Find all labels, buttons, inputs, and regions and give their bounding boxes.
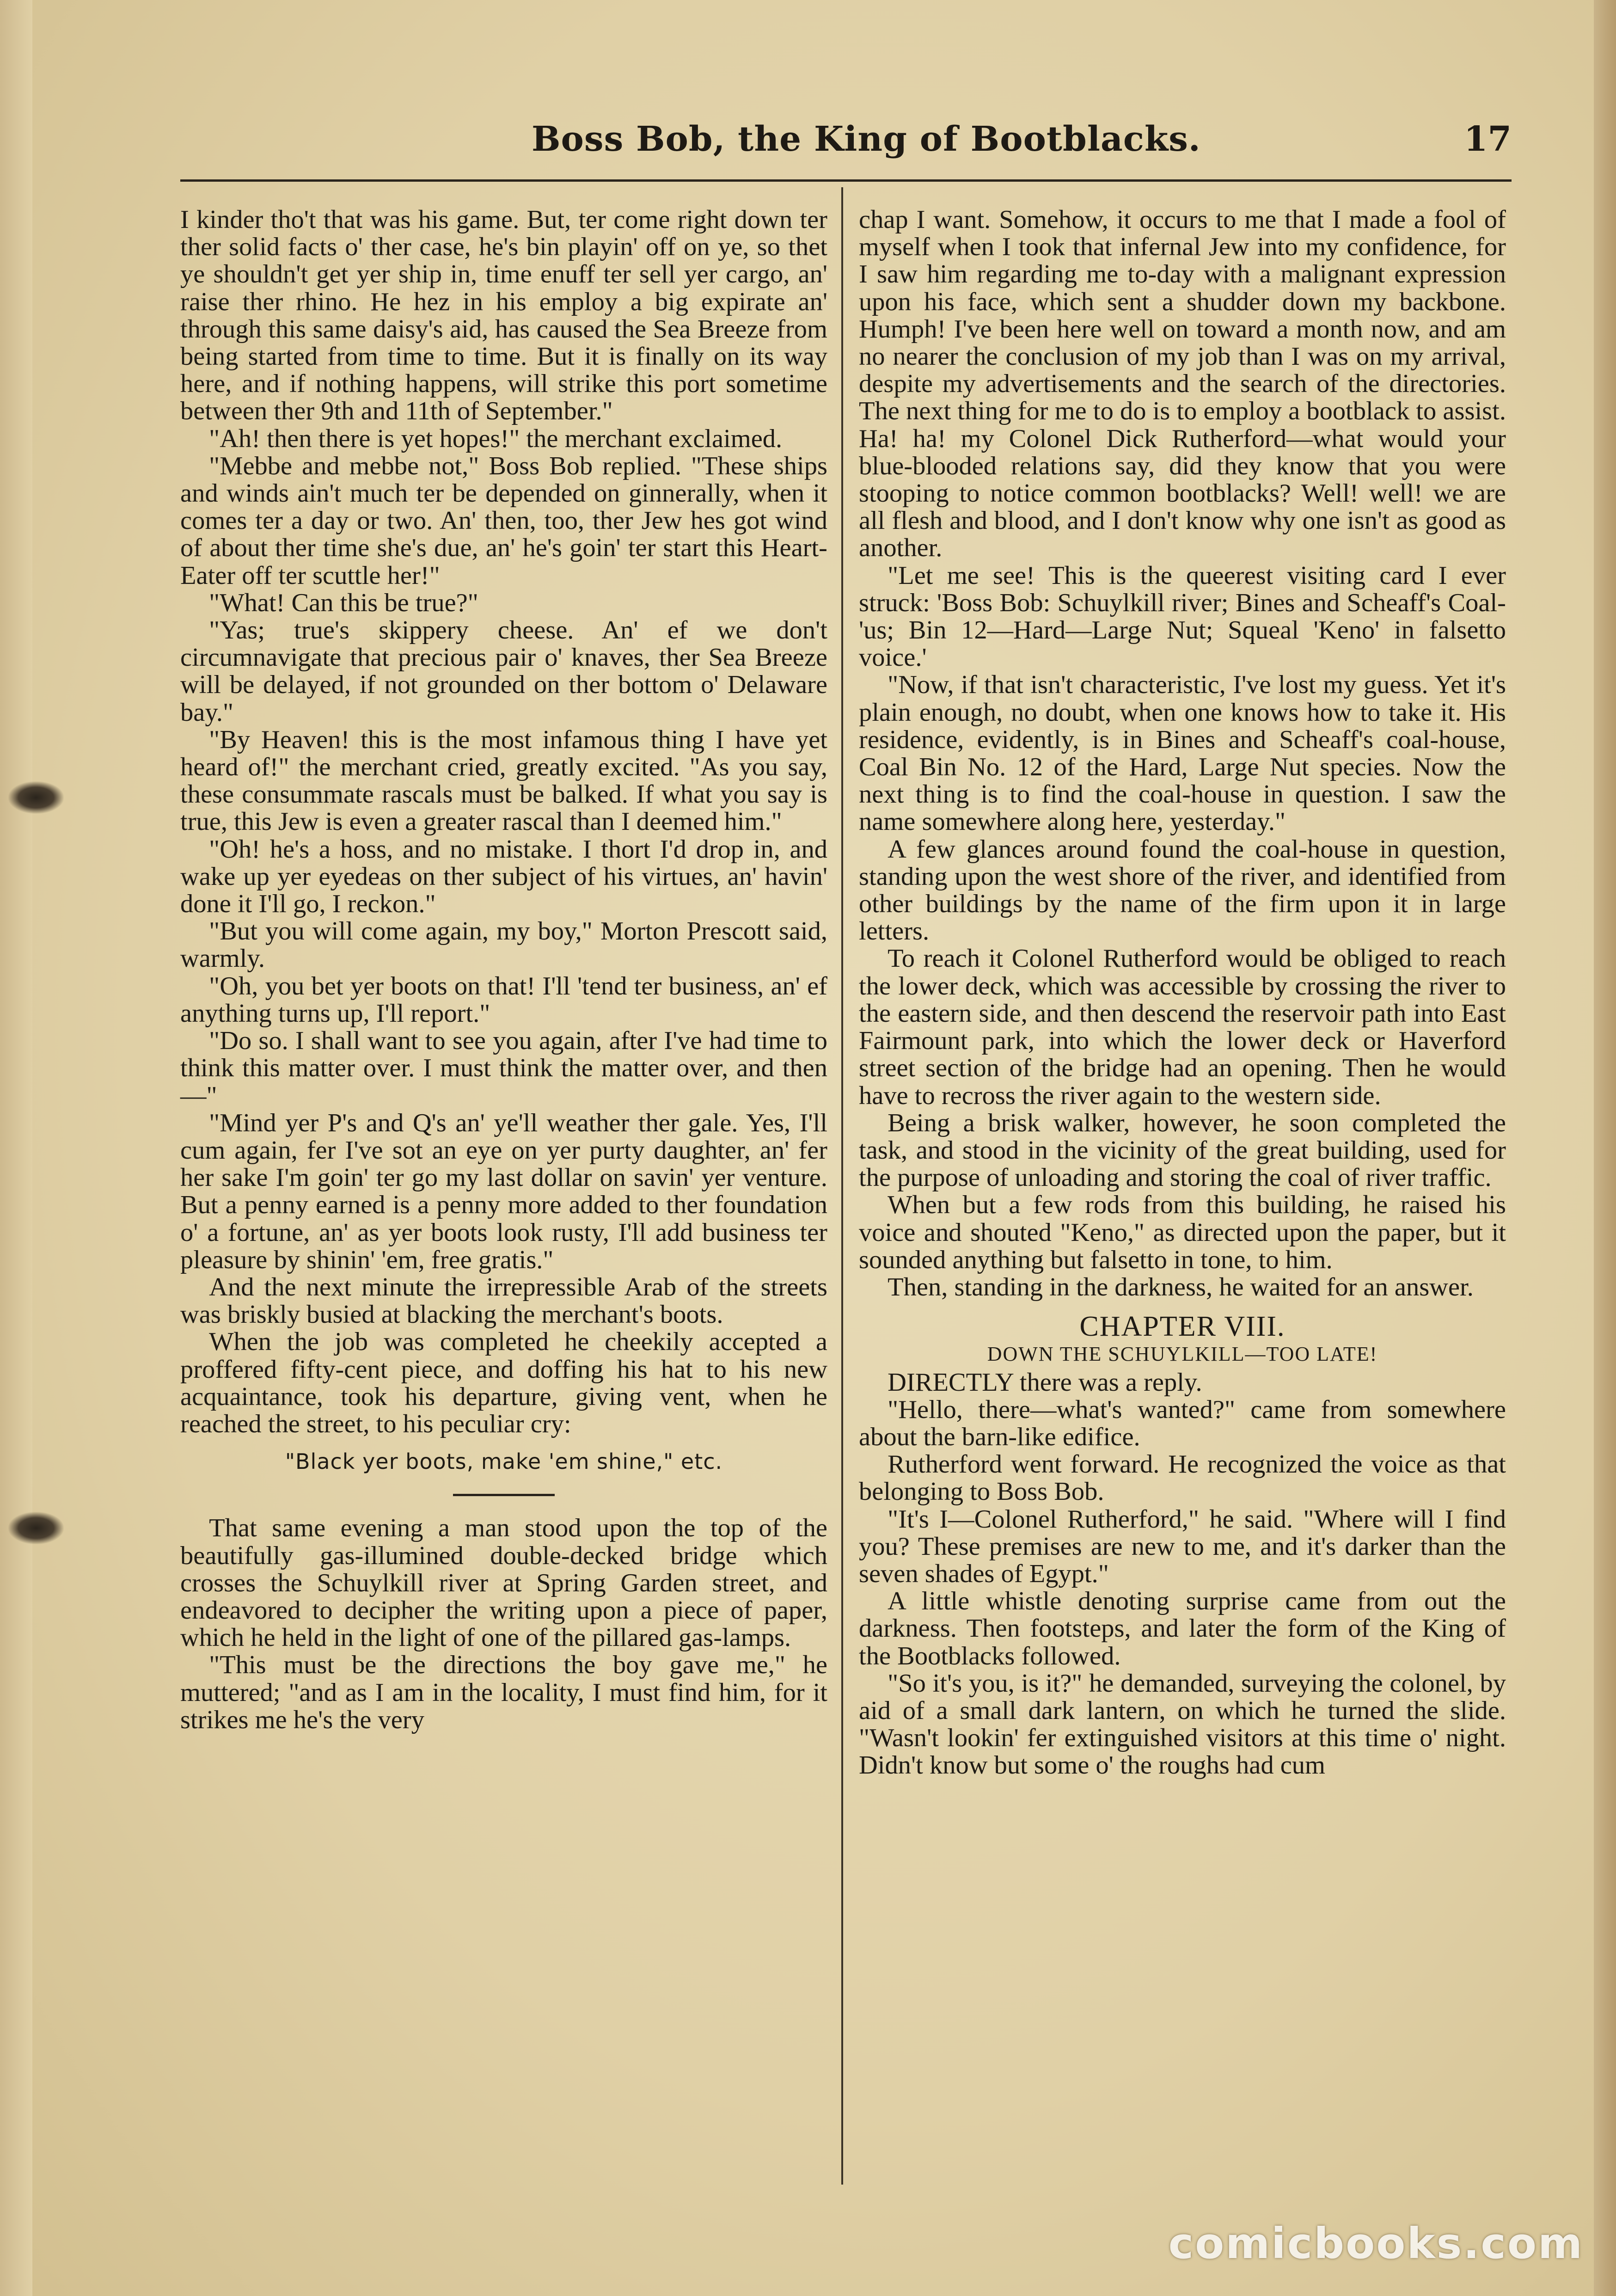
section-separator	[453, 1494, 555, 1496]
paragraph: "What! Can this be true?"	[209, 588, 478, 617]
paragraph: And the next minute the irrepressible Arab of the streets was briskly busied at blacking the merchant's boots.	[180, 1272, 827, 1329]
watermark: comicbooks.com	[1168, 2219, 1584, 2268]
paragraph: A little whistle denoting surprise came from out the darkness. Then footsteps, and later the form of the King of the Bootblacks followed.	[859, 1587, 1506, 1670]
paragraph: DIRECTLY there was a reply.	[888, 1368, 1202, 1397]
paragraph: "Oh! he's a hoss, and no mistake. I thort I'd drop in, and wake up yer eyedeas on ther subject of his virtues, an' havin' done it I'll go, I reckon."	[180, 835, 827, 919]
paragraph: "Now, if that isn't characteristic, I've lost my guess. Yet it's plain enough, no doubt, when one knows how to take it. His residence, evidently, is in Bines and Scheaff's coal-house, Coal Bin No. 12 of the Hard, Large Nut species. Now the next thing is to find the coal-house in question. I saw the name somewhere along here, yesterday."	[859, 670, 1506, 836]
page-edge	[1594, 0, 1616, 2296]
paragraph: That same evening a man stood upon the top of the beautifully gas-illumined double-decked bridge which crosses the Schuylkill river at Spring Garden street, and endeavored to decipher the writing upon a piece of paper, which he held in the light of one of the pillared gas-lamps.	[180, 1514, 827, 1652]
paragraph: "Let me see! This is the queerest visiting card I ever struck: 'Boss Bob: Schuylkill river; Bines and Scheaff's Coal-'us; Bin 12—Hard—Large Nut; Squeal 'Keno' in falsetto voice.'	[859, 561, 1506, 672]
paragraph: A few glances around found the coal-house in question, standing upon the west shore of the river, and identified from other buildings by the name of the firm upon it in large letters.	[859, 835, 1506, 946]
paragraph: When but a few rods from this building, he raised his voice and shouted "Keno," as directed upon the paper, but it sounded anything but falsetto in tone, to him.	[859, 1191, 1506, 1274]
running-title: Boss Bob, the King of Bootblacks.	[532, 119, 1201, 159]
paragraph: chap I want. Somehow, it occurs to me that I made a fool of myself when I took that infernal Jew into my confidence, for I saw him regarding me to-day with a malignant expression upon his face, which sent a shudder down my backbone. Humph! I've been here well on toward a month now, and am no nearer the conclusion of my job than I was on my arrival, despite my advertisements and the search of the directories. The next thing for me to do is to employ a bootblack to assist. Ha! ha! my Colonel Dick Rutherford—what would your blue-blooded relations say, did they know that you were stooping to notice common bootblacks? Well! well! we are all flesh and blood, and I don't know why one isn't as good as another.	[859, 205, 1506, 563]
paragraph: When the job was completed he cheekily accepted a proffered fifty-cent piece, and doffing his hat to his new acquaintance, took his departure, giving vent, when he reached the street, to his peculiar cry:	[180, 1327, 827, 1438]
paragraph: "Hello, there—what's wanted?" came from somewhere about the barn-like edifice.	[859, 1395, 1506, 1451]
paragraph: To reach it Colonel Rutherford would be obliged to reach the lower deck, which was accessible by crossing the river to the eastern side, and then descend the reservoir path into East Fairmount park, into which the lower deck or Haverford street section of the bridge had an opening. Then he would have to recross the river again to the western side.	[859, 944, 1506, 1110]
right-column	[859, 206, 1506, 1780]
page-number: 17	[1464, 119, 1512, 159]
paragraph: "Mebbe and mebbe not," Boss Bob replied. "These ships and winds ain't much ter be depended on ginnerally, when it comes ter a day or two. An' then, too, ther Jew hes got wind of about ther time she's due, an' he's goin' ter start this Heart-Eater off ter scuttle her!"	[180, 451, 827, 590]
song-line: "Black yer boots, make 'em shine," etc.	[285, 1449, 723, 1474]
paragraph: Then, standing in the darkness, he waited for an answer.	[888, 1272, 1474, 1301]
paragraph: I kinder tho't that was his game. But, ter come right down ter ther solid facts o' ther case, he's bin playin' off on ye, so thet ye shouldn't get yer ship in, time enuff ter sell yer cargo, an' raise ther rhino. He hez in his employ a big expirate an' through this same daisy's aid, has caused the Sea Breeze from being started from time to time. But it is finally on its way here, and if nothing happens, will strike this port sometime between ther 9th and 11th of September."	[180, 205, 827, 426]
paragraph: "Mind yer P's and Q's an' ye'll weather ther gale. Yes, I'll cum again, fer I've sot an eye on yer purty daughter, an' fer her sake I'm goin' ter go my last dollar on savin' yer venture. But a penny earned is a penny more added to ther foundation o' a fortune, an' as yer boots look rusty, I'll add business ter pleasure by shinin' 'em, free gratis."	[180, 1108, 827, 1274]
header-rule	[180, 179, 1512, 182]
paragraph: "Do so. I shall want to see you again, after I've had time to think this matter over. I must think the matter over, and then—"	[180, 1026, 827, 1110]
paragraph: Rutherford went forward. He recognized the voice as that belonging to Boss Bob.	[859, 1450, 1506, 1506]
paragraph: "This must be the directions the boy gave me," he muttered; "and as I am in the locality, I must find him, for it strikes me he's the very	[180, 1651, 827, 1734]
binding-edge	[0, 0, 32, 2296]
paragraph: "By Heaven! this is the most infamous thing I have yet heard of!" the merchant cried, greatly excited. "As you say, these consummate rascals must be balked. If what you say is true, this Jew is even a greater rascal than I deemed him."	[180, 725, 827, 836]
binding-hole-upper	[8, 781, 64, 814]
paragraph: "Oh, you bet yer boots on that! I'll 'tend ter business, an' ef anything turns up, I'll report."	[180, 971, 827, 1028]
chapter-subtitle: DOWN THE SCHUYLKILL—TOO LATE!	[987, 1343, 1378, 1366]
left-column	[180, 206, 827, 1734]
paragraph: "So it's you, is it?" he demanded, surveying the colonel, by aid of a small dark lantern, on which he turned the slide. "Wasn't lookin' fer extinguished visitors at this time o' night. Didn't know but some o' the roughs had cum	[859, 1669, 1506, 1780]
column-divider	[841, 187, 843, 2185]
paragraph: "Ah! then there is yet hopes!" the merchant exclaimed.	[209, 424, 783, 453]
paragraph: "Yas; true's skippery cheese. An' ef we don't circumnavigate that precious pair o' knaves, ther Sea Breeze will be delayed, if not grounded on ther bottom o' Delaware bay."	[180, 616, 827, 727]
binding-hole-lower	[8, 1512, 64, 1544]
paragraph: Being a brisk walker, however, he soon completed the task, and stood in the vicinity of the great building, used for the purpose of unloading and storing the coal of river traffic.	[859, 1108, 1506, 1192]
paragraph: "It's I—Colonel Rutherford," he said. "Where will I find you? These premises are new to me, and it's darker than the seven shades of Egypt."	[859, 1504, 1506, 1588]
paragraph: "But you will come again, my boy," Morton Prescott said, warmly.	[180, 917, 827, 973]
chapter-title: CHAPTER VIII.	[1079, 1311, 1285, 1343]
page-header	[180, 119, 1512, 170]
